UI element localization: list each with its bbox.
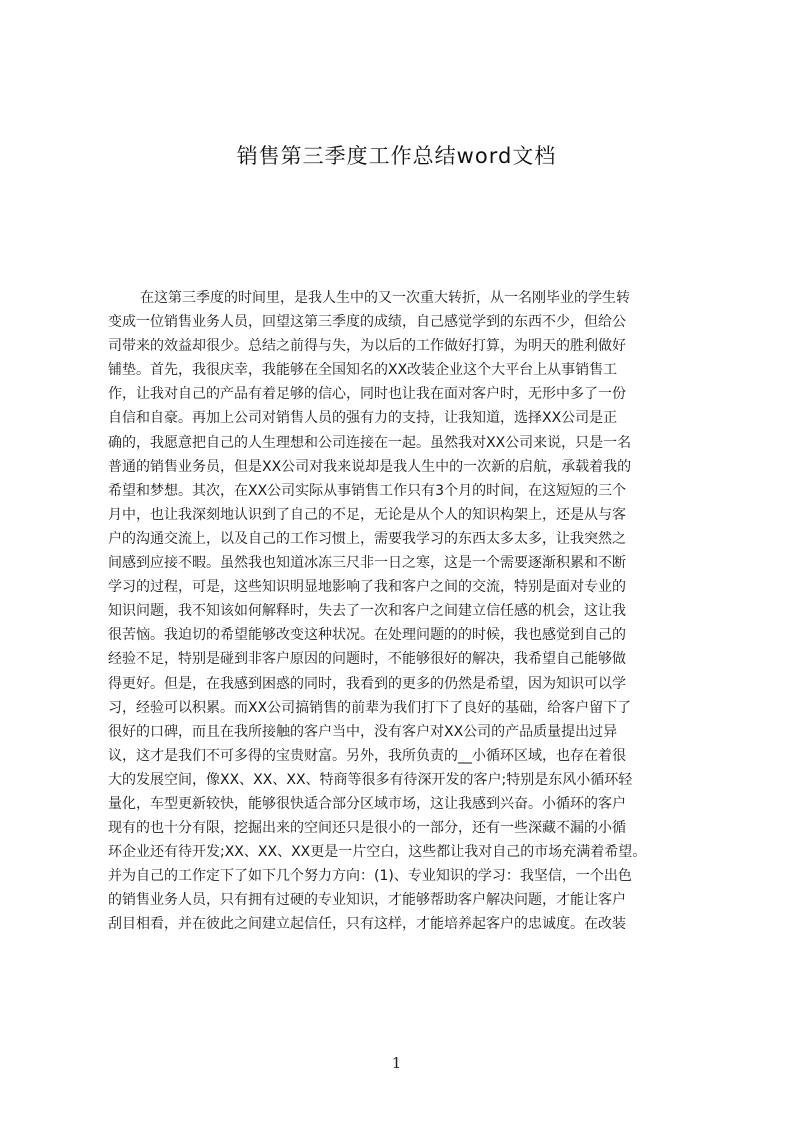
body-line: 的销售业务人员，只有拥有过硬的专业知识，才能够帮助客户解决问题，才能让客户 (108, 892, 626, 909)
body-line: 量化，车型更新较快，能够很快适合部分区域市场，这让我感到兴奋。小循环的客户 (108, 795, 626, 812)
body-line: 经验不足，特别是碰到非客户原因的问题时，不能够很好的解决，我希望自己能够做 (108, 651, 626, 668)
body-line: 自信和自豪。再加上公司对销售人员的强有力的支持，让我知道，选择XX公司是正 (108, 410, 618, 427)
body-line: 希望和梦想。其次，在XX公司实际从事销售工作只有3个月的时间，在这短短的三个 (108, 482, 627, 499)
body-line: 现有的也十分有限，挖掘出来的空间还只是很小的一部分，还有一些深藏不漏的小循 (108, 820, 626, 837)
body-line: 并为自己的工作定下了如下几个努力方向：(1)、专业知识的学习：我坚信，一个出色 (108, 868, 632, 885)
body-line: 确的，我愿意把自己的人生理想和公司连接在一起。虽然我对XX公司来说，只是一名 (108, 434, 632, 451)
body-line: 作，让我对自己的产品有着足够的信心，同时也让我在面对客户时，无形中多了一份 (108, 386, 626, 403)
body-line: 习，经验可以积累。而XX公司搞销售的前辈为我们打下了良好的基础，给客户留下了 (108, 699, 632, 716)
body-line: 很好的口碑，而且在我所接触的客户当中，没有客户对XX公司的产品质量提出过异 (108, 723, 618, 740)
document-body (108, 286, 698, 937)
body-line: 司带来的效益却很少。总结之前得与失，为以后的工作做好打算，为明天的胜利做好 (108, 338, 626, 355)
body-line: 环企业还有待开发;XX、XX、XX更是一片空白，这些都让我对自己的市场充满着希望。 (108, 844, 647, 861)
body-line: 铺垫。首先，我很庆幸，我能够在全国知名的XX改装企业这个大平台上从事销售工 (108, 362, 618, 379)
body-line: 月中，也让我深刻地认识到了自己的不足，无论是从个人的知识构架上，还是从与客 (108, 506, 626, 523)
body-line: 户的沟通交流上，以及自己的工作习惯上，需要我学习的东西太多太多，让我突然之 (108, 530, 626, 547)
body-line: 知识问题，我不知该如何解释时，失去了一次和客户之间建立信任感的机会，这让我 (108, 603, 626, 620)
body-line: 间感到应接不暇。虽然我也知道冰冻三尺非一日之寒，这是一个需要逐渐积累和不断 (108, 555, 626, 572)
body-line: 议，这才是我们不可多得的宝贵财富。另外，我所负责的__小循环区域，也存在着很 (108, 747, 626, 764)
body-line: 刮目相看，并在彼此之间建立起信任，只有这样，才能培养起客户的忠诚度。在改装 (108, 916, 626, 933)
page-number: 1 (391, 1054, 402, 1072)
body-line: 在这第三季度的时间里，是我人生中的又一次重大转折，从一名刚毕业的学生转 (140, 290, 630, 306)
body-line: 很苦恼。我迫切的希望能够改变这种状况。在处理问题的的时候，我也感觉到自己的 (108, 627, 626, 644)
body-line: 变成一位销售业务人员，回望这第三季度的成绩，自己感觉学到的东西不少，但给公 (108, 314, 626, 331)
body-line: 得更好。但是，在我感到困惑的同时，我看到的更多的仍然是希望，因为知识可以学 (108, 675, 626, 692)
body-line: 普通的销售业务员，但是XX公司对我来说却是我人生中的一次新的启航，承载着我的 (108, 458, 632, 475)
document-title: 销售第三季度工作总结word文档 (236, 144, 557, 168)
body-line: 大的发展空间，像XX、XX、XX、特商等很多有待深开发的客户;特别是东风小循环轻 (108, 771, 633, 788)
body-line: 学习的过程，可是，这些知识明显地影响了我和客户之间的交流，特别是面对专业的 (108, 579, 626, 596)
